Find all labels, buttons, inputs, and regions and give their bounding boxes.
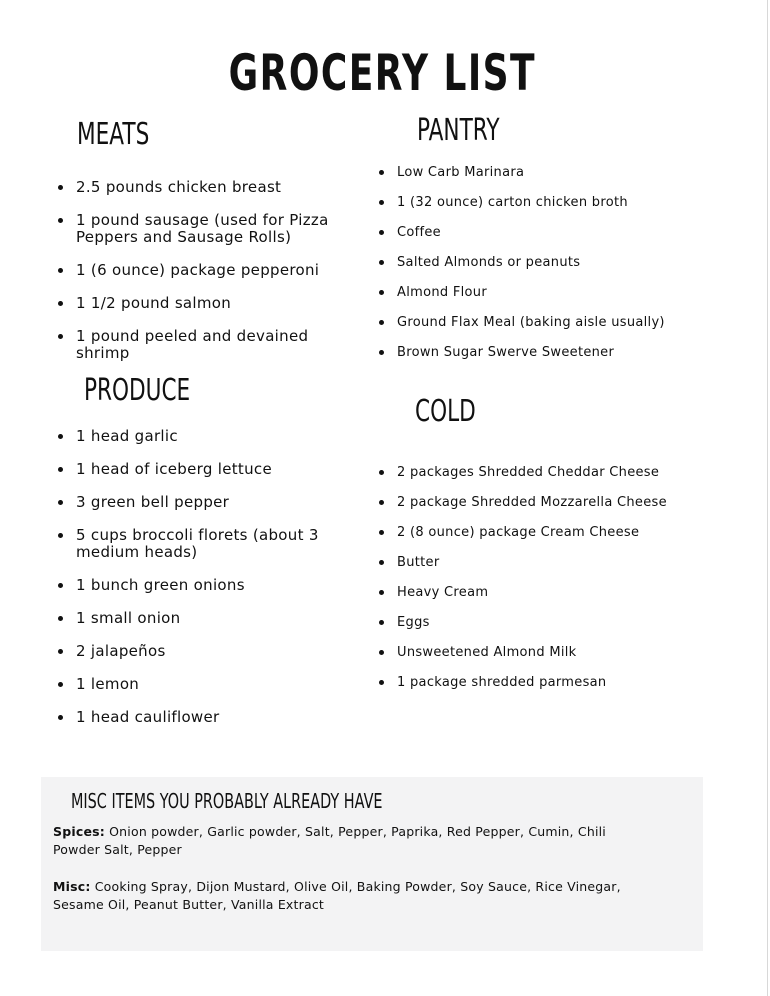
- list-item: 1 pound peeled and devained shrimp: [56, 328, 356, 362]
- cold-list: [377, 465, 677, 705]
- spices-label: Spices:: [53, 824, 105, 839]
- list-item: 1 (6 ounce) package pepperoni: [56, 262, 356, 279]
- list-item: Heavy Cream: [377, 585, 677, 600]
- list-item: Coffee: [377, 225, 677, 240]
- list-item: Brown Sugar Swerve Sweetener: [377, 345, 677, 360]
- list-item: 1 head of iceberg lettuce: [56, 461, 356, 478]
- list-item: 1 small onion: [56, 610, 356, 627]
- produce-heading: PRODUCE: [84, 373, 191, 408]
- list-item: 1 lemon: [56, 676, 356, 693]
- list-item: 1 pound sausage (used for Pizza Peppers and Sausage Rolls): [56, 212, 356, 246]
- list-item: Unsweetened Almond Milk: [377, 645, 677, 660]
- list-item: Almond Flour: [377, 285, 677, 300]
- list-item: 1 head cauliflower: [56, 709, 356, 726]
- list-item: Salted Almonds or peanuts: [377, 255, 677, 270]
- page-title: GROCERY LIST: [228, 44, 537, 102]
- pantry-list: [377, 165, 677, 375]
- misc-paragraph: [53, 878, 653, 914]
- list-item: 1 head garlic: [56, 428, 356, 445]
- page-edge-divider: [767, 0, 768, 996]
- list-item: 2.5 pounds chicken breast: [56, 179, 356, 196]
- list-item: 1 (32 ounce) carton chicken broth: [377, 195, 677, 210]
- list-item: 2 jalapeños: [56, 643, 356, 660]
- list-item: 5 cups broccoli florets (about 3 medium heads): [56, 527, 356, 561]
- cold-heading: COLD: [415, 394, 476, 429]
- misc-text: Cooking Spray, Dijon Mustard, Olive Oil, Baking Powder, Soy Sauce, Rice Vinegar, Sesame Oil, Peanut Butter, Vanilla Extract: [53, 879, 621, 912]
- pantry-heading: PANTRY: [417, 113, 500, 148]
- list-item: Ground Flax Meal (baking aisle usually): [377, 315, 677, 330]
- list-item: 2 package Shredded Mozzarella Cheese: [377, 495, 677, 510]
- list-item: Eggs: [377, 615, 677, 630]
- meats-heading: MEATS: [77, 117, 150, 152]
- spices-paragraph: [53, 823, 653, 859]
- list-item: Butter: [377, 555, 677, 570]
- list-item: 1 1/2 pound salmon: [56, 295, 356, 312]
- misc-items-box: [41, 777, 703, 951]
- meats-list: [56, 179, 356, 378]
- spices-text: Onion powder, Garlic powder, Salt, Pepper, Paprika, Red Pepper, Cumin, Chili Powder Salt, Pepper: [53, 824, 606, 857]
- list-item: Low Carb Marinara: [377, 165, 677, 180]
- produce-list: [56, 428, 356, 742]
- list-item: 2 (8 ounce) package Cream Cheese: [377, 525, 677, 540]
- misc-label: Misc:: [53, 879, 91, 894]
- misc-heading: MISC ITEMS YOU PROBABLY ALREADY HAVE: [71, 789, 383, 813]
- list-item: 2 packages Shredded Cheddar Cheese: [377, 465, 677, 480]
- list-item: 1 package shredded parmesan: [377, 675, 677, 690]
- list-item: 3 green bell pepper: [56, 494, 356, 511]
- list-item: 1 bunch green onions: [56, 577, 356, 594]
